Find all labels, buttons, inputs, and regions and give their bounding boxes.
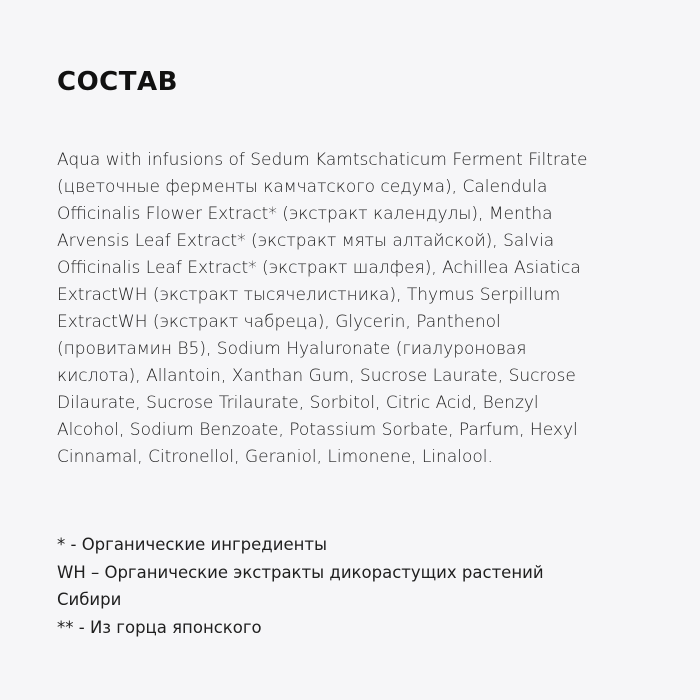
ingredients-line: Officinalis Leaf Extract* (экстракт шалфея), Achillea Asiatica (57, 258, 581, 278)
ingredients-line: Arvensis Leaf Extract* (экстракт мяты алтайской), Salvia (57, 231, 555, 251)
footnote-japanese-knotweed: ** - Из горца японского (57, 617, 262, 637)
ingredients-list (57, 147, 657, 471)
ingredients-line: (провитамин B5), Sodium Hyaluronate (гиалуроновая (57, 339, 527, 359)
footnote-wild-extracts-cont: Сибири (57, 590, 122, 609)
page-title: СОСТАВ (57, 67, 178, 97)
ingredients-line: кислота), Allantoin, Xanthan Gum, Sucrose Laurate, Sucrose (57, 366, 576, 386)
ingredients-line: Alcohol, Sodium Benzoate, Potassium Sorbate, Parfum, Hexyl (57, 420, 578, 440)
ingredients-line: Cinnamal, Citronellol, Geraniol, Limonene, Linalool. (57, 447, 493, 467)
ingredients-line: Dilaurate, Sucrose Trilaurate, Sorbitol, Citric Acid, Benzyl (57, 393, 539, 413)
ingredients-line: Officinalis Flower Extract* (экстракт календулы), Mentha (57, 204, 553, 224)
ingredients-line: (цветочные ферменты камчатского седума), Calendula (57, 177, 548, 197)
ingredients-line: Aqua with infusions of Sedum Kamtschaticum Ferment Filtrate (57, 150, 588, 170)
footnotes (57, 531, 677, 641)
ingredients-line: ExtractWH (экстракт тысячелистника), Thymus Serpillum (57, 285, 561, 305)
footnote-organic: * - Органические ингредиенты (57, 535, 328, 554)
footnote-wild-extracts: WH – Органические экстракты дикорастущих растений (57, 562, 544, 582)
ingredients-line: ExtractWH (экстракт чабреца), Glycerin, Panthenol (57, 312, 501, 332)
